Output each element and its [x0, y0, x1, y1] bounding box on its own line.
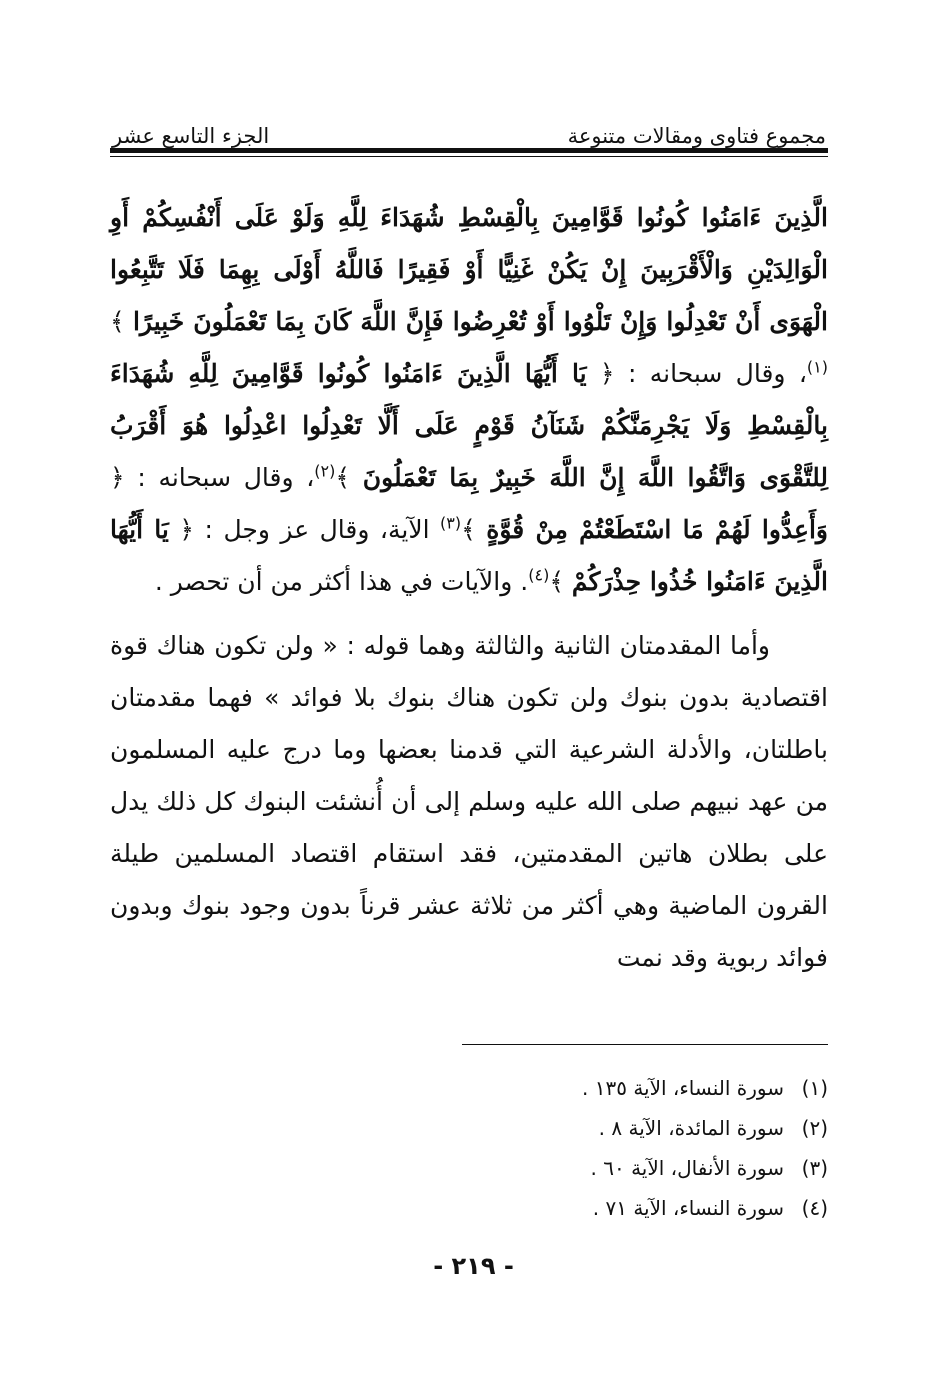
footnote-ref-4: (٤)	[528, 565, 550, 585]
text-segment-3: الآية، وقال عز وجل :	[204, 515, 441, 544]
collection-title: مجموع فتاوى ومقالات متنوعة	[567, 124, 826, 148]
paragraph-verses	[110, 192, 828, 608]
text-segment-2: ، وقال سبحانه :	[137, 463, 315, 492]
footnote-number: (٣)	[801, 1156, 828, 1180]
footnote-item	[110, 1188, 828, 1228]
header-rule-thick	[110, 148, 828, 153]
running-header	[112, 112, 826, 148]
ornate-bracket-close: ﴾	[110, 307, 125, 336]
main-text	[110, 192, 828, 984]
header-rule-thin	[110, 156, 828, 157]
footnote-number: (٢)	[801, 1116, 828, 1140]
footnote-text: سورة المائدة، الآية ٨ .	[598, 1116, 784, 1140]
footnote-item	[110, 1108, 828, 1148]
footnote-item	[110, 1068, 828, 1108]
footnote-number: (١)	[801, 1076, 828, 1100]
footnote-item	[110, 1148, 828, 1188]
ornate-bracket-close: ﴾	[461, 515, 476, 544]
footnote-separator	[462, 1044, 828, 1045]
ornate-bracket-open: ﴿	[179, 515, 195, 544]
ornate-bracket-close: ﴾	[549, 567, 564, 596]
ornate-bracket-open: ﴿	[110, 463, 125, 492]
text-segment-4: . والآيات في هذا أكثر من أن تحصر .	[154, 567, 529, 596]
quran-verse-3: وَأَعِدُّوا لَهُمْ مَا اسْتَطَعْتُمْ مِنْ قُوَّةٍ	[486, 515, 828, 544]
paragraph-premises: وأما المقدمتان الثانية والثالثة وهما قوله : « ولن تكون هناك قوة اقتصادية بدون بنوك ولن تكون هناك بنوك بلا فوائد » فهما مقدمتان باطلتان، والأدلة الشرعية التي قدمنا بعضها وما درج عليه المسلمون من عهد نبيهم صلى الله عليه وسلم إلى أن أُنشئت البنوك كل ذلك يدل على بطلان هاتين المقدمتين، فقد استقام اقتصاد المسلمين طيلة القرون الماضية وهي أكثر من ثلاثة عشر قرناً بدون وجود بنوك وبدون فوائد ربوية وقد نمت	[110, 631, 828, 972]
ornate-bracket-close: ﴾	[335, 463, 351, 492]
volume-label: الجزء التاسع عشر	[112, 124, 270, 148]
page-number: - ٢١٩ -	[433, 1252, 514, 1280]
footnote-ref-3: (٣)	[440, 513, 462, 533]
footnotes-list	[110, 1068, 828, 1228]
footnote-text: سورة النساء، الآية ٧١ .	[592, 1196, 784, 1220]
quran-verse-1: الَّذِينَ ءَامَنُوا كُونُوا قَوَّامِينَ بِالْقِسْطِ شُهَدَاءَ لِلَّهِ وَلَوْ عَلَى أَنْفُسِكُمْ أَوِ الْوَالِدَيْنِ وَالْأَقْرَبِينَ إِنْ يَكُنْ غَنِيًّا أَوْ فَقِيرًا فَاللَّهُ أَوْلَى بِهِمَا فَلَا تَتَّبِعُوا الْهَوَى أَنْ تَعْدِلُوا وَإِنْ تَلْوُوا أَوْ تُعْرِضُوا فَإِنَّ اللَّهَ كَانَ بِمَا تَعْمَلُونَ خَبِيرًا	[110, 203, 828, 336]
footnote-number: (٤)	[801, 1196, 828, 1220]
ornate-bracket-open: ﴿	[599, 359, 615, 388]
text-segment-1: ، وقال سبحانه :	[627, 359, 807, 388]
quran-verse-4: يَا أَيُّهَا الَّذِينَ ءَامَنُوا خُذُوا حِذْرَكُمْ	[110, 515, 828, 596]
footnote-ref-1: (١)	[806, 357, 828, 377]
footnote-text: سورة الأنفال، الآية ٦٠ .	[590, 1156, 784, 1180]
footnote-ref-2: (٢)	[314, 461, 336, 481]
footnote-text: سورة النساء، الآية ١٣٥ .	[582, 1076, 784, 1100]
quran-verse-2: يَا أَيُّهَا الَّذِينَ ءَامَنُوا كُونُوا قَوَّامِينَ لِلَّهِ شُهَدَاءَ بِالْقِسْطِ وَلَا يَجْرِمَنَّكُمْ شَنَآنُ قَوْمٍ عَلَى أَلَّا تَعْدِلُوا اعْدِلُوا هُوَ أَقْرَبُ لِلتَّقْوَى وَاتَّقُوا اللَّهَ إِنَّ اللَّهَ خَبِيرٌ بِمَا تَعْمَلُونَ	[110, 359, 829, 492]
